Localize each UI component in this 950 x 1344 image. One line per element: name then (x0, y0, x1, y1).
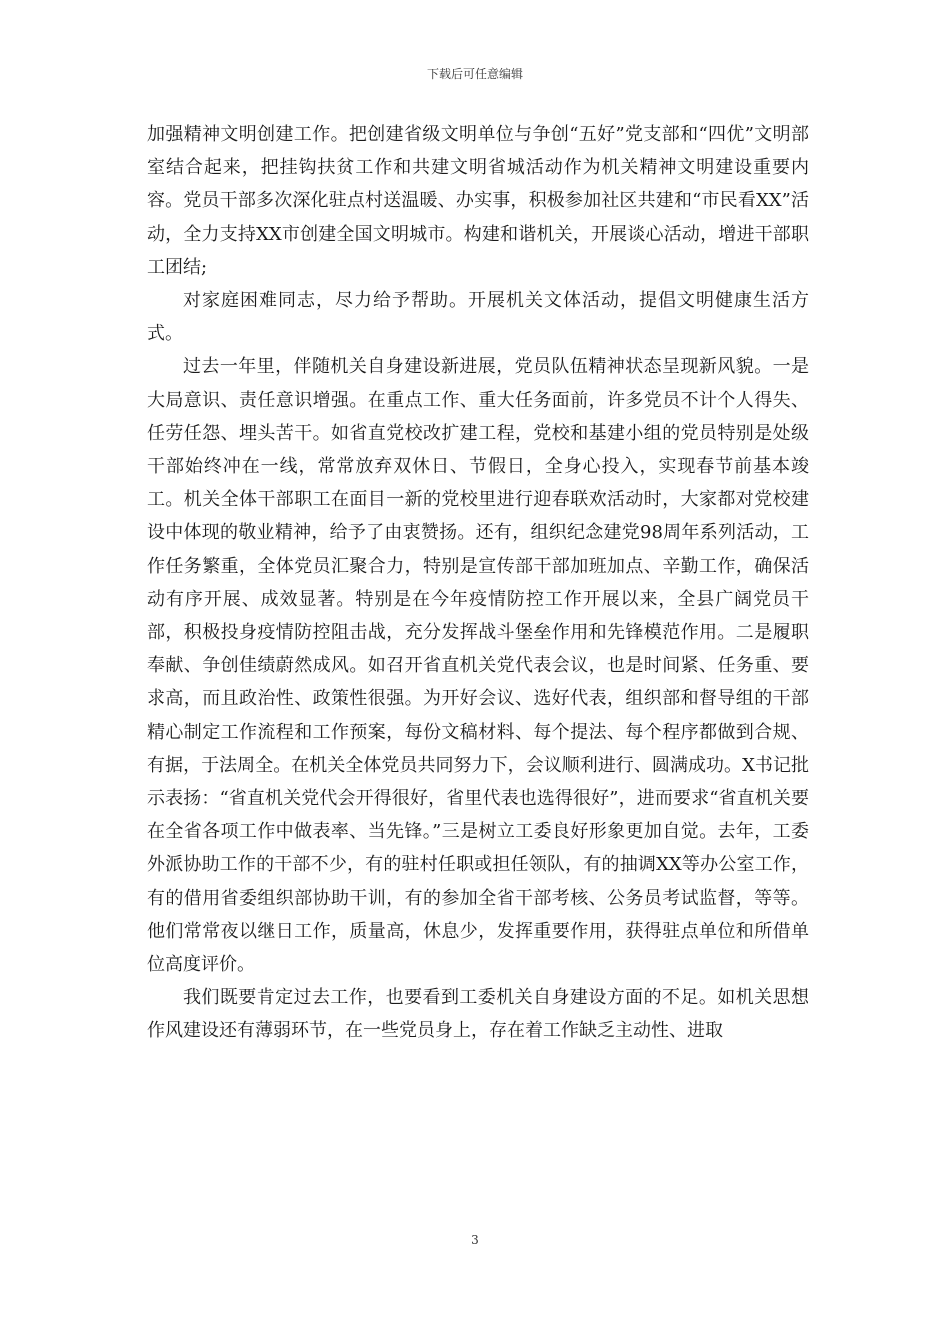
paragraph-3: 过去一年里，伴随机关自身建设新进展，党员队伍精神状态呈现新风貌。一是大局意识、责任意识增强。在重点工作、重大任务面前，许多党员不计个人得失、任劳任怨、埋头苦干。如省直党校改扩建工程，党校和基建小组的党员特别是处级干部始终冲在一线，常常放弃双休日、节假日，全身心投入，实现春节前基本竣工。机关全体干部职工在面目一新的党校里进行迎春联欢活动时，大家都对党校建设中体现的敬业精神，给予了由衷赞扬。还有，组织纪念建党98周年系列活动，工作任务繁重，全体党员汇聚合力，特别是宣传部干部加班加点、辛勤工作，确保活动有序开展、成效显著。特别是在今年疫情防控工作开展以来，全县广阔党员干部，积极投身疫情防控阻击战，充分发挥战斗堡垒作用和先锋模范作用。二是履职奉献、争创佳绩蔚然成风。如召开省直机关党代表会议，也是时间紧、任务重、要求高，而且政治性、政策性很强。为开好会议、选好代表，组织部和督导组的干部精心制定工作流程和工作预案，每份文稿材料、每个提法、每个程序都做到合规、有据，于法周全。在机关全体党员共同努力下，会议顺利进行、圆满成功。X书记批示表扬：“省直机关党代会开得很好，省里代表也选得很好”，进而要求“省直机关要在全省各项工作中做表率、当先锋。”三是树立工委良好形象更加自觉。去年，工委外派协助工作的干部不少，有的驻村任职或担任领队，有的抽调XX等办公室工作，有的借用省委组织部协助干训，有的参加全省干部考核、公务员考试监督，等等。他们常常夜以继日工作，质量高，休息少，发挥重要作用，获得驻点单位和所借单位高度评价。 (147, 356, 809, 976)
paragraph-2: 对家庭困难同志，尽力给予帮助。开展机关文体活动，提倡文明健康生活方式。 (147, 290, 809, 345)
document-body (147, 118, 809, 1048)
paragraph-1: 加强精神文明创建工作。把创建省级文明单位与争创“五好”党支部和“四优”文明部室结合起来，把挂钩扶贫工作和共建文明省城活动作为机关精神文明建设重要内容。党员干部多次深化驻点村送温暖、办实事，积极参加社区共建和“市民看XX”活动，全力支持XX市创建全国文明城市。构建和谐机关，开展谈心活动，增进干部职工团结; (147, 124, 809, 278)
page-header: 下载后可任意编辑 (426, 67, 523, 81)
paragraph-4: 我们既要肯定过去工作，也要看到工委机关自身建设方面的不足。如机关思想作风建设还有薄弱环节，在一些党员身上，存在着工作缺乏主动性、进取 (147, 987, 809, 1042)
page-number: 3 (471, 1233, 479, 1247)
